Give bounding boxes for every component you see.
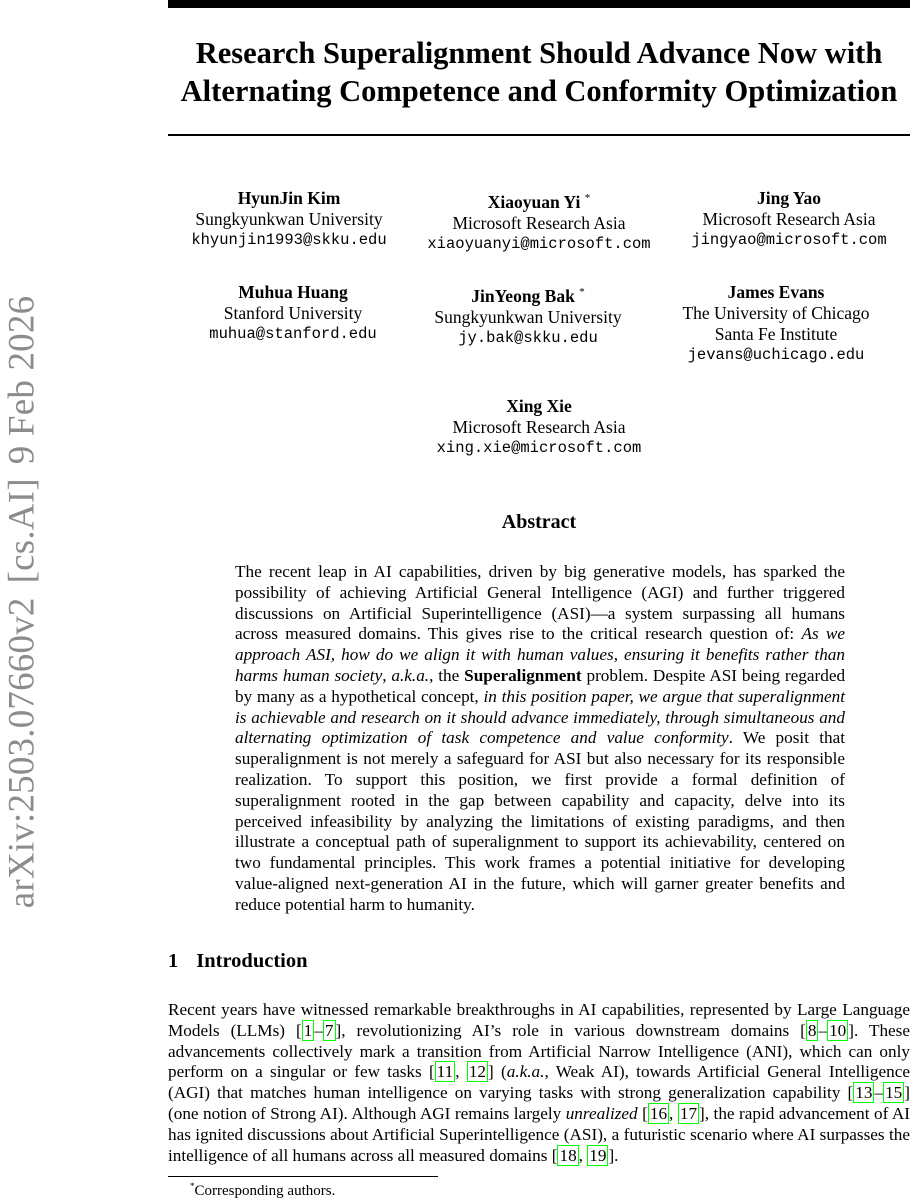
author-affiliation: Microsoft Research Asia — [452, 212, 626, 233]
author-block — [410, 188, 668, 255]
author-affiliation: Microsoft Research Asia — [702, 209, 876, 229]
citation-link[interactable]: 7 — [324, 1020, 334, 1040]
author-affiliation: Sungkyunkwan University — [434, 306, 622, 327]
footnote-rule — [168, 1176, 438, 1177]
author-email: xing.xie@microsoft.com — [436, 439, 642, 457]
author-name: HyunJin Kim — [237, 188, 341, 208]
title-line-1: Research Superalignment Should Advance Now with — [195, 36, 883, 70]
section-number: 1 — [168, 950, 179, 972]
author-block — [668, 188, 910, 251]
author-block — [418, 282, 638, 349]
citation-link[interactable]: 19 — [589, 1145, 607, 1165]
author-block — [168, 188, 410, 251]
arxiv-category: [cs.AI] — [1, 478, 43, 584]
author-block — [168, 282, 418, 345]
author-affiliation: Santa Fe Institute — [714, 324, 838, 344]
citation-link[interactable]: 13 — [855, 1083, 873, 1103]
section-title: Introduction — [196, 950, 308, 972]
title-bottom-rule — [168, 134, 910, 136]
citation-link[interactable]: 10 — [829, 1020, 847, 1040]
corresponding-mark: * — [579, 286, 585, 298]
author-email: xiaoyuanyi@microsoft.com — [427, 234, 651, 253]
abstract-heading: Abstract — [501, 511, 577, 533]
citation-link[interactable]: 1 — [303, 1020, 313, 1040]
author-affiliation: Microsoft Research Asia — [452, 417, 626, 437]
author-name: Muhua Huang — [238, 282, 348, 302]
paper-title — [168, 34, 910, 110]
arxiv-id: arXiv:2503.07660v2 — [1, 597, 43, 909]
citation-link[interactable]: 12 — [468, 1062, 486, 1082]
footnote-mark: * — [190, 1181, 195, 1191]
author-email: jingyao@microsoft.com — [691, 231, 887, 249]
arxiv-date: 9 Feb 2026 — [1, 295, 43, 465]
author-affiliation: The University of Chicago — [682, 303, 870, 323]
arxiv-stamp — [1, 282, 44, 909]
author-block — [660, 282, 892, 366]
citation-link[interactable]: 11 — [436, 1062, 454, 1082]
author-name: Xiaoyuan Yi * — [487, 191, 591, 212]
author-name: James Evans — [727, 282, 825, 302]
author-affiliation: Sungkyunkwan University — [195, 209, 383, 229]
citation-link[interactable]: 15 — [885, 1083, 903, 1103]
citation-link[interactable]: 16 — [649, 1103, 668, 1123]
section-heading — [168, 950, 308, 973]
author-name: JinYeong Bak * — [471, 285, 585, 306]
corresponding-mark: * — [584, 192, 591, 204]
abstract-text: The recent leap in AI capabilities, driven by big generative models, has sparked the possibility of achieving Artificial General Intelligence (AGI) and further triggered discussions on Artificial Superintelligence (ASI)—a system surpassing all humans across measured domains. This gives rise to the critical research question of: As we approach ASI, how do we align it with human values, ensuring it benefits rather than harms human society, a.k.a., the Superalignment problem. Despite ASI being regarded by many as a hypothetical concept, in this position paper, we argue that superalignment is achievable and research on it should advance immediately, through simultaneous and alternating optimization of task competence and value conformity. We posit that superalignment is not merely a safeguard for ASI but also necessary for its responsible realization. To support this position, we first provide a formal definition of superalignment rooted in the gap between capability and capacity, delve into its perceived infeasibility by analyzing the limitations of existing paradigms, and then illustrate a conceptual path of superalignment to support its achievability, centered on two fundamental principles. This work frames a potential initiative for developing value-aligned next-generation AI in the future, which will garner greater benefits and reduce potential harm to humanity. — [235, 562, 846, 914]
title-top-rule — [168, 0, 910, 8]
author-email: khyunjin1993@skku.edu — [191, 231, 387, 249]
citation-link[interactable]: 18 — [559, 1145, 577, 1165]
author-email: jy.bak@skku.edu — [458, 328, 598, 347]
author-block — [418, 396, 660, 459]
author-name: Xing Xie — [506, 396, 572, 416]
author-affiliation: Stanford University — [223, 303, 363, 323]
author-email: jevans@uchicago.edu — [687, 346, 865, 364]
citation-link[interactable]: 8 — [807, 1020, 817, 1040]
title-line-2: Alternating Competence and Conformity Optimization — [180, 74, 898, 108]
footnote-text: Corresponding authors. — [194, 1183, 336, 1199]
footnote — [190, 1181, 335, 1200]
author-name: Jing Yao — [756, 188, 822, 208]
intro-paragraph: Recent years have witnessed remarkable breakthroughs in AI capabilities, represented by Large Language Models (LLMs) [ 1 – 7 ], revolutionizing AI’s role in various downstream domains [ 8 – 10 ]. These advancements collectively mark a transition from Artificial Narrow Intelligence (ANI), which can only perform on a singular or few tasks [ 11 , 12 ] (a.k.a., Weak AI), towards Artificial General Intelligence (AGI) that matches human intelligence on varying tasks with strong generalization capability [ 13 – 15 ] (one notion of Strong AI). Although AGI remains largely unrealized [ 16 , 17 ], the rapid advancement of AI has ignited discussions about Artificial Superintelligence (ASI), a futuristic scenario where AI surpasses the intelligence of all humans across all measured domains [ 18 , 19 ]. — [168, 1000, 911, 1165]
author-email: muhua@stanford.edu — [209, 325, 377, 343]
citation-link[interactable]: 17 — [679, 1103, 698, 1123]
